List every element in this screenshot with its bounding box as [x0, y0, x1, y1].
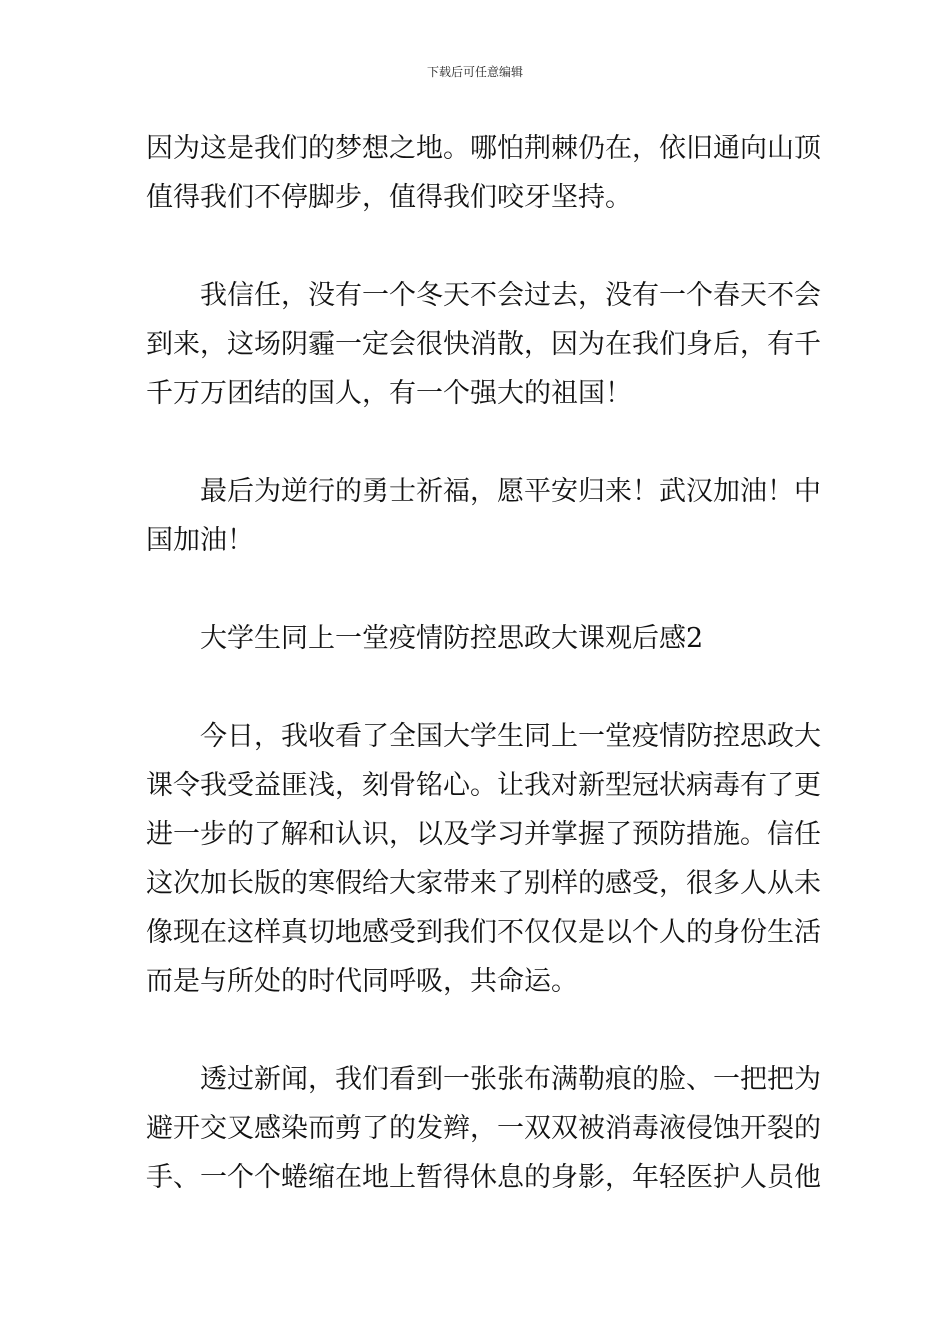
paragraph-gap — [146, 418, 810, 467]
paragraph-line: 最后为逆行的勇士祈福，愿平安归来！武汉加油！中 — [200, 476, 821, 507]
paragraph-line: 进一步的了解和认识，以及学习并掌握了预防措施。信任 — [146, 819, 821, 850]
paragraph-line: 课令我受益匪浅，刻骨铭心。让我对新型冠状病毒有了更 — [146, 770, 821, 801]
paragraph-line: 因为这是我们的梦想之地。哪怕荆棘仍在，依旧通向山顶 — [146, 133, 821, 164]
paragraph-line: 我信任，没有一个冬天不会过去，没有一个春天不会 — [200, 280, 821, 311]
paragraph-gap — [146, 663, 810, 712]
paragraph-dream-place — [146, 124, 821, 222]
paragraph-line: 透过新闻，我们看到一张张布满勒痕的脸、一把把为 — [200, 1064, 821, 1095]
paragraph-line: 像现在这样真切地感受到我们不仅仅是以个人的身份生活 — [146, 917, 821, 948]
paragraph-gap — [146, 565, 810, 614]
document-body — [146, 124, 821, 1202]
paragraph-line: 到来，这场阴霾一定会很快消散，因为在我们身后，有千 — [146, 329, 821, 360]
paragraph-line: 千万万团结的国人，有一个强大的祖国！ — [146, 378, 632, 409]
paragraph-line: 值得我们不停脚步，值得我们咬牙坚持。 — [146, 182, 632, 213]
paragraph-news — [146, 1055, 821, 1202]
paragraph-line: 而是与所处的时代同呼吸，共命运。 — [146, 966, 578, 997]
paragraph-belief — [146, 271, 821, 418]
paragraph-gap — [146, 222, 810, 271]
paragraph-watching-lecture — [146, 712, 821, 1006]
paragraph-line: 国加油！ — [146, 525, 254, 556]
paragraph-line: 今日，我收看了全国大学生同上一堂疫情防控思政大 — [200, 721, 821, 752]
paragraph-line: 避开交叉感染而剪了的发辫，一双双被消毒液侵蚀开裂的 — [146, 1113, 821, 1144]
section-heading — [146, 614, 810, 663]
section-heading-text: 大学生同上一堂疫情防控思政大课观后感2 — [200, 623, 704, 654]
paragraph-gap — [146, 1006, 810, 1055]
page-header-note: 下载后可任意编辑 — [426, 65, 523, 79]
paragraph-blessing — [146, 467, 821, 565]
paragraph-line: 手、一个个蜷缩在地上暂得休息的身影，年轻医护人员他 — [146, 1162, 821, 1193]
paragraph-line: 这次加长版的寒假给大家带来了别样的感受，很多人从未 — [146, 868, 821, 899]
